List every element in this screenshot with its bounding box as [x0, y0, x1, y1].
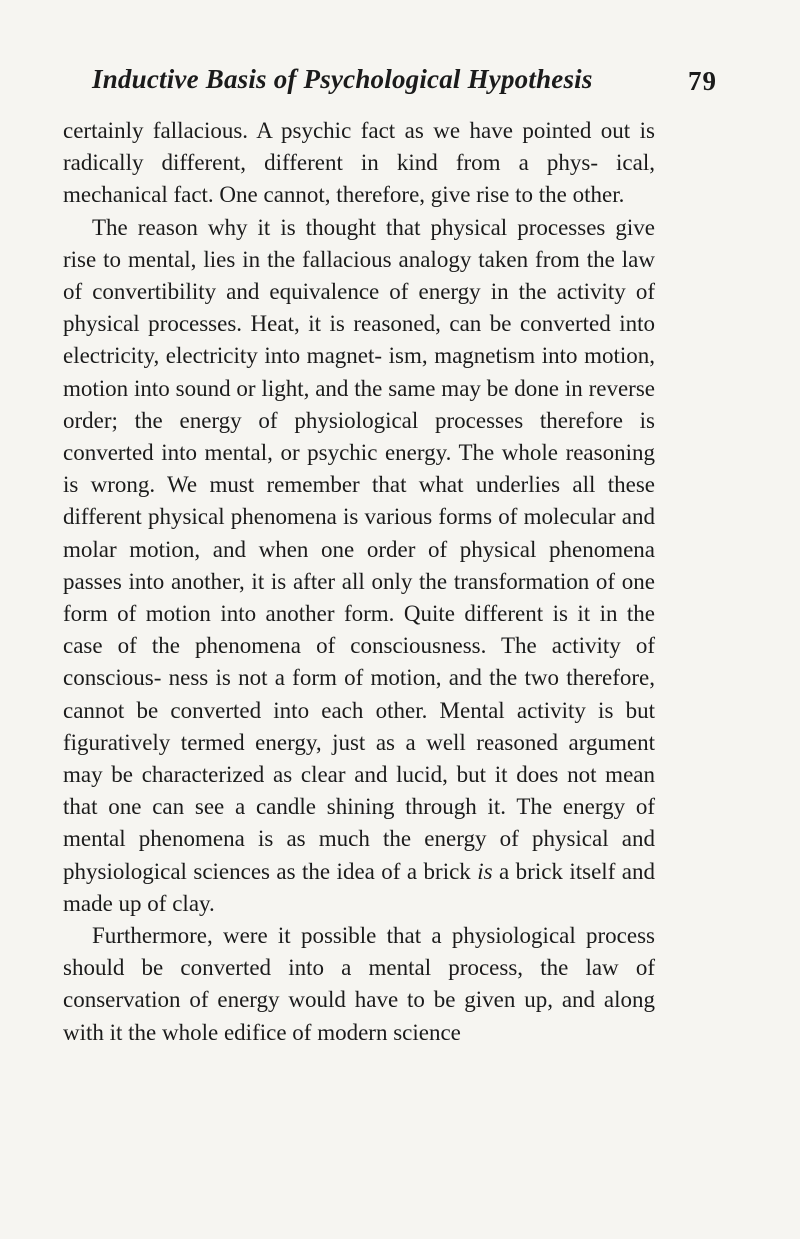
page-number: 79	[688, 66, 717, 96]
emphasis-word: is	[477, 858, 493, 884]
body-text	[63, 115, 655, 1049]
paragraph-2-text-after: a brick itself and made up of clay.	[63, 858, 656, 916]
paragraph-1	[63, 115, 655, 212]
running-head	[92, 64, 717, 104]
paragraph-1-text: certainly fallacious. A psychic fact as we have pointed out is radically different, different in kind from a phys- ical, mechanical fact. One cannot, therefore, give rise to the other.	[63, 118, 655, 208]
paragraph-3-text: Furthermore, were it possible that a physiological process should be converted into a mental process, the law of conservation of energy would have to be given up, and along with it the whole edifice of modern science	[63, 923, 655, 1045]
paragraph-2	[63, 212, 655, 920]
paragraph-3	[63, 920, 655, 1049]
running-title: Inductive Basis of Psychological Hypothesis	[92, 64, 593, 94]
paragraph-2-text: The reason why it is thought that physical processes give rise to mental, lies in the fallacious analogy taken from the law of convertibility and equivalence of energy in the activity of physical processes. Heat, it is reasoned, can be converted into electricity, electricity into magnet- ism, magnetism into motion, motion into sound or light, and the same may be done in reverse order; the energy of physiological processes therefore is converted into mental, or psychic energy. The whole reasoning is wrong. We must remember that what underlies all these different physical phenomena is various forms of molecular and molar motion, and when one order of physical phenomena passes into another, it is after all only the transformation of one form of motion into another form. Quite different is it in the case of the phenomena of consciousness. The activity of conscious- ness is not a form of motion, and the two therefore, cannot be converted into each other. Mental activity is but figuratively termed energy, just as a well reasoned argument may be characterized as clear and lucid, but it does not mean that one can see a candle shining through it. The energy of mental phenomena is as much the energy of physical and physiological sciences as the idea of a brick	[63, 214, 655, 884]
